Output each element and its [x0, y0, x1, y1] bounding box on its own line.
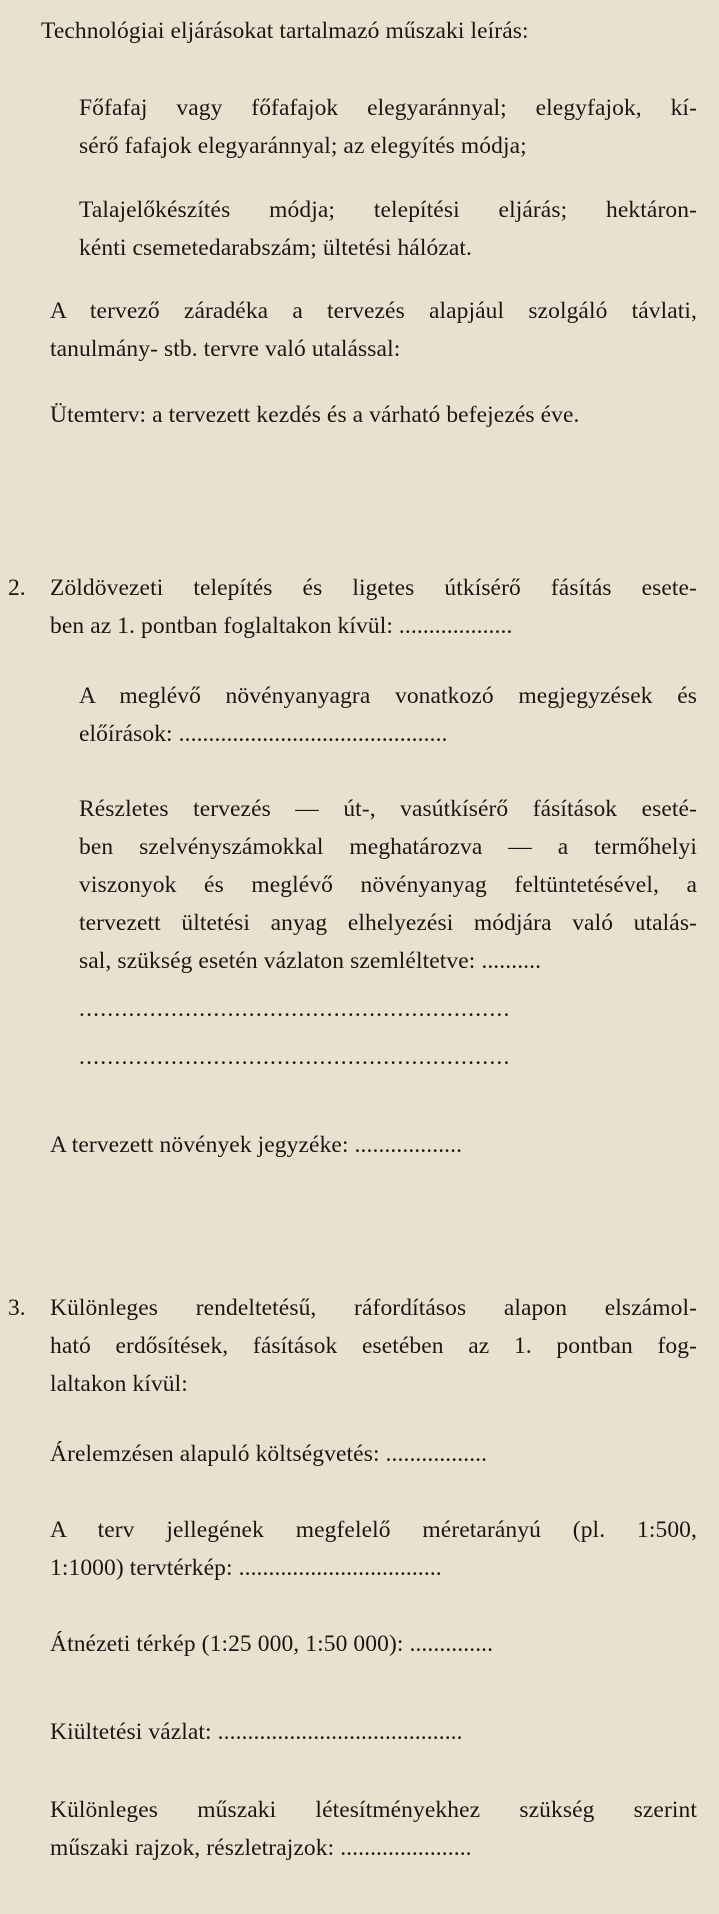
detail-line-3: viszonyok és meglévő növényanyag feltüntetésével, a [79, 872, 697, 898]
drawings-line-2: műszaki rajzok, részletrajzok: ...................... [50, 1835, 472, 1861]
plants-list-line: A tervezett növények jegyzéke: .................. [50, 1132, 463, 1158]
budget-line: Árelemzésen alapuló költségvetés: ................. [50, 1441, 488, 1467]
species-line-2: sérő fafajok elegyaránnyal; az elegyítés módja; [79, 133, 527, 159]
dotted-line-1: ............................................................. [79, 996, 511, 1022]
section3-number: 3. [8, 1295, 26, 1321]
detail-line-4: tervezett ültetési anyag elhelyezési módjára való utalás- [79, 910, 697, 936]
section3-intro-line-1: Különleges rendeltetésű, ráfordításos alapon elszámol- [50, 1295, 697, 1321]
layout-sketch-line: Kiültetési vázlat: ......................................... [50, 1719, 463, 1745]
detail-line-5: sal, szükség esetén vázlaton szemléltetve: .......... [79, 948, 542, 974]
section2-intro-line-2: ben az 1. pontban foglaltakon kívül: ................... [50, 613, 513, 639]
map-line-1: A terv jellegének megfelelő méretarányú (pl. 1:500, [50, 1517, 697, 1543]
map-line-2: 1:1000) tervtérkép: .................................. [50, 1555, 442, 1581]
dotted-line-2: ............................................................. [79, 1044, 511, 1070]
section2-intro-line-1: Zöldövezeti telepítés és ligetes útkísérő fásítás esete- [50, 575, 697, 601]
existing-line-1: A meglévő növényanyagra vonatkozó megjegyzések és [79, 683, 697, 709]
section2-number: 2. [8, 575, 26, 601]
existing-line-2: előírások: ............................................. [79, 721, 448, 747]
species-line-1: Főfafaj vagy főfafajok elegyaránnyal; elegyfajok, kí- [79, 95, 697, 121]
overview-map-line: Átnézeti térkép (1:25 000, 1:50 000): .............. [50, 1631, 494, 1657]
clause-line-1: A tervező záradéka a tervezés alapjául szolgáló távlati, [50, 298, 697, 324]
section3-intro-line-3: laltakon kívül: [50, 1371, 188, 1397]
clause-line-2: tanulmány- stb. tervre való utalással: [50, 336, 401, 362]
section3-intro-line-2: ható erdősítések, fásítások esetében az 1. pontban fog- [50, 1333, 697, 1359]
section1-heading: Technológiai eljárásokat tartalmazó műszaki leírás: [41, 18, 529, 44]
schedule-line: Ütemterv: a tervezett kezdés és a várható befejezés éve. [50, 402, 580, 428]
detail-line-2: ben szelvényszámokkal meghatározva — a termőhelyi [79, 834, 697, 860]
detail-line-1: Részletes tervezés — út-, vasútkísérő fásítások eseté- [79, 796, 697, 822]
soil-line-1: Talajelőkészítés módja; telepítési eljárás; hektáron- [79, 197, 697, 223]
soil-line-2: kénti csemetedarabszám; ültetési hálózat. [79, 235, 472, 261]
drawings-line-1: Különleges műszaki létesítményekhez szükség szerint [50, 1797, 697, 1823]
